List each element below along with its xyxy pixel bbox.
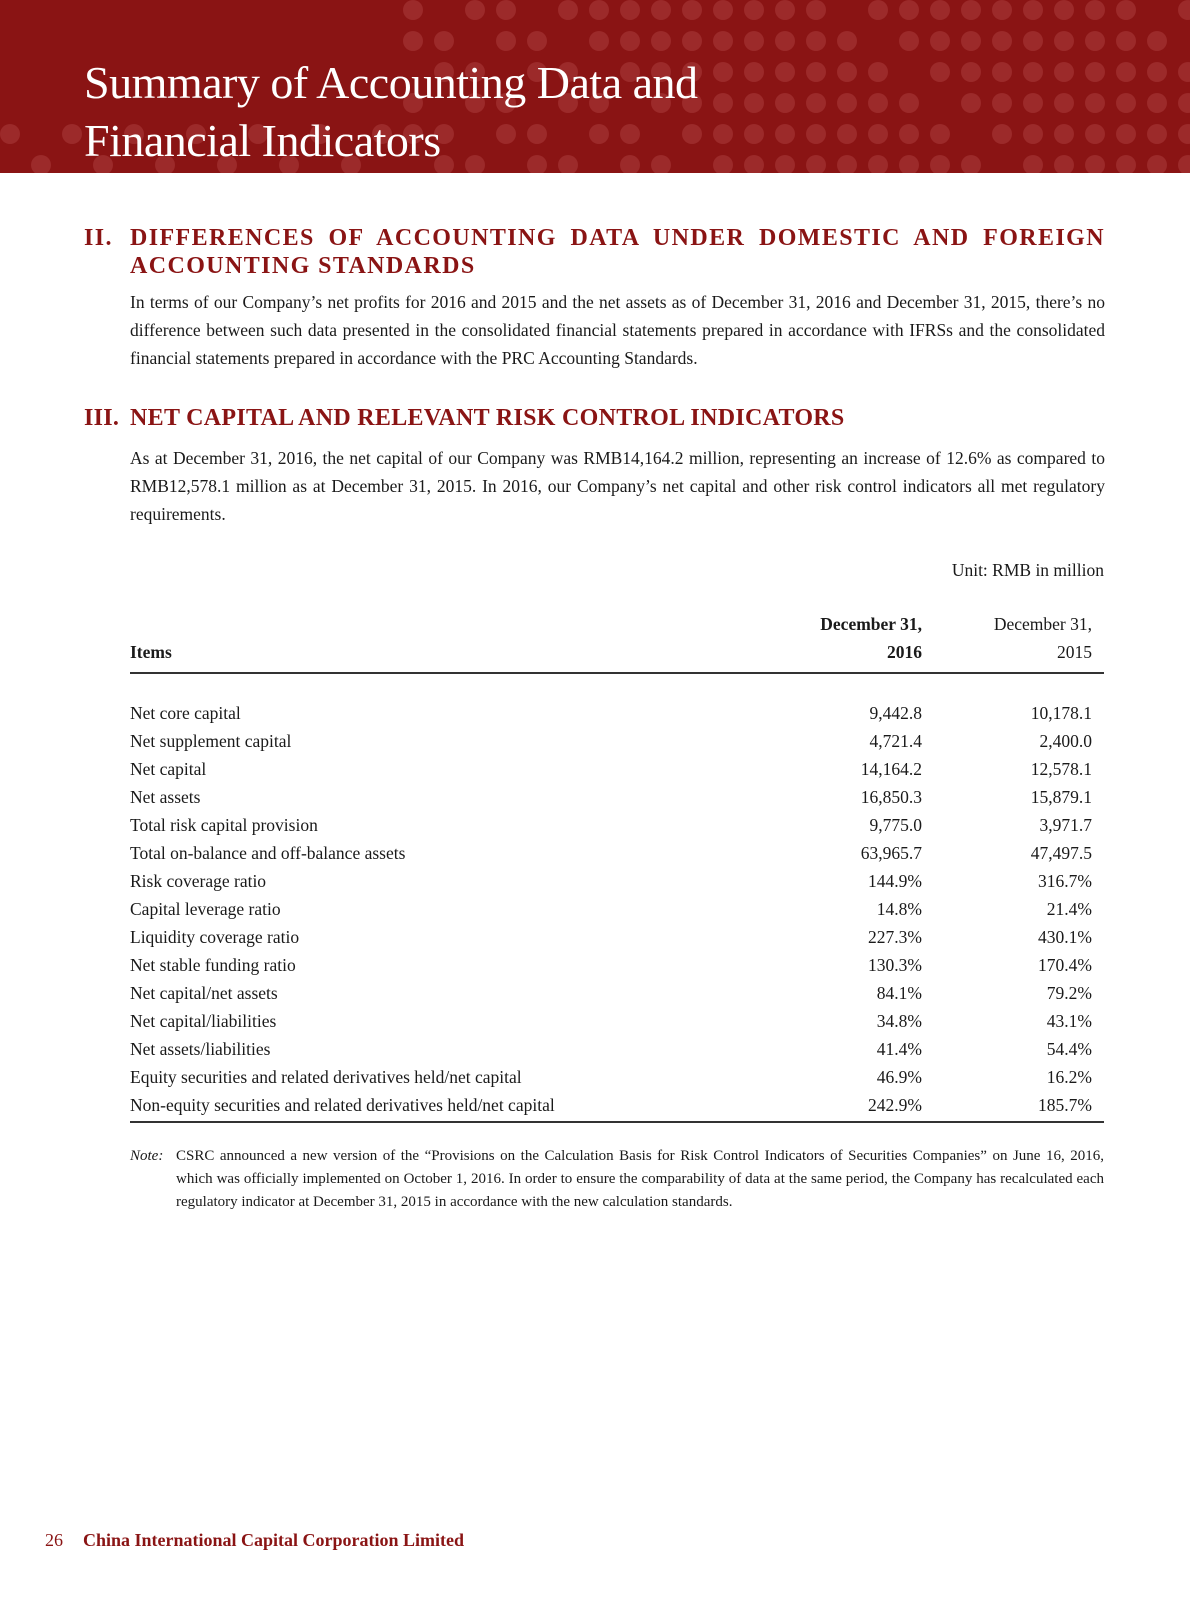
decorative-dot	[744, 0, 764, 20]
row-label: Net assets	[130, 787, 201, 807]
note-label: Note:	[130, 1148, 164, 1164]
decorative-dot	[1178, 62, 1190, 82]
row-label: Total on-balance and off-balance assets	[130, 843, 406, 863]
decorative-dot	[651, 31, 671, 51]
table-row	[130, 867, 1104, 895]
decorative-dot	[961, 93, 981, 113]
decorative-dot	[961, 31, 981, 51]
decorative-dot	[806, 0, 826, 20]
decorative-dot	[1116, 155, 1136, 173]
decorative-dot	[806, 93, 826, 113]
table-row	[130, 727, 1104, 755]
decorative-dot	[1023, 62, 1043, 82]
table-row	[130, 1063, 1104, 1091]
table-row	[130, 895, 1104, 923]
section-body: In terms of our Company’s net profits for 2016 and 2015 and the net assets as of December 31, 2016 and December 31, 2015, there’s no difference between such data presented in the consolidated financial statements prepared in accordance with IFRSs and the consolidated financial statements prepared in accordance with the PRC Accounting Standards.	[130, 292, 1105, 368]
row-label: Net capital/net assets	[130, 983, 278, 1003]
row-label: Liquidity coverage ratio	[130, 927, 300, 947]
section-accounting-differences	[84, 224, 1105, 372]
table-row	[130, 1091, 1104, 1122]
value-2016: 130.3%	[868, 955, 922, 975]
decorative-dot	[682, 31, 702, 51]
decorative-dot	[961, 0, 981, 20]
header-2016-line1: December 31,	[820, 614, 922, 634]
decorative-dot	[1178, 0, 1190, 20]
decorative-dot	[496, 0, 516, 20]
value-2015: 3,971.7	[1039, 815, 1092, 835]
decorative-dot	[403, 31, 423, 51]
value-2015: 2,400.0	[1039, 731, 1092, 751]
table-header-row	[130, 610, 1104, 673]
decorative-dot	[961, 155, 981, 173]
section-title: DIFFERENCES OF ACCOUNTING DATA UNDER DOMESTIC AND FOREIGN ACCOUNTING STANDARDS	[130, 225, 1105, 279]
value-2015: 316.7%	[1038, 871, 1092, 891]
decorative-dot	[1147, 124, 1167, 144]
decorative-dot	[620, 0, 640, 20]
decorative-dot	[620, 31, 640, 51]
table-row	[130, 1007, 1104, 1035]
decorative-dot	[868, 155, 888, 173]
decorative-dot	[1147, 31, 1167, 51]
row-label: Net assets/liabilities	[130, 1039, 271, 1059]
decorative-dot	[1023, 93, 1043, 113]
decorative-dot	[496, 31, 516, 51]
decorative-dot	[992, 0, 1012, 20]
decorative-dot	[527, 31, 547, 51]
footer-company: China International Capital Corporation Limited	[83, 1530, 465, 1550]
decorative-dot	[31, 155, 51, 173]
section-heading	[84, 404, 1105, 432]
table-row	[130, 755, 1104, 783]
row-label: Non-equity securities and related derivatives held/net capital	[130, 1091, 752, 1122]
decorative-dot	[930, 155, 950, 173]
decorative-dot	[899, 93, 919, 113]
value-2015: 54.4%	[1046, 1039, 1092, 1059]
decorative-dot	[992, 124, 1012, 144]
table-row	[130, 951, 1104, 979]
decorative-dot	[1023, 155, 1043, 173]
decorative-dot	[868, 0, 888, 20]
page-footer	[45, 1530, 464, 1551]
decorative-dot	[589, 0, 609, 20]
decorative-dot	[0, 124, 20, 144]
table-row	[130, 699, 1104, 727]
section-number: II.	[84, 225, 113, 251]
table-note	[130, 1145, 1104, 1214]
decorative-dot	[837, 124, 857, 144]
decorative-dot	[868, 93, 888, 113]
row-label: Net stable funding ratio	[130, 955, 296, 975]
header-2016-line2: 2016	[887, 642, 922, 662]
value-2016: 41.4%	[876, 1039, 922, 1059]
header-2015-line2: 2015	[1057, 642, 1092, 662]
decorative-dot	[62, 124, 82, 144]
decorative-dot	[713, 31, 733, 51]
table-row	[130, 923, 1104, 951]
decorative-dot	[930, 0, 950, 20]
value-2015: 185.7%	[932, 1091, 1104, 1122]
decorative-dot	[1023, 31, 1043, 51]
section-heading	[84, 224, 1105, 280]
decorative-dot	[1054, 0, 1074, 20]
section-number: III.	[84, 405, 120, 431]
decorative-dot	[1116, 62, 1136, 82]
decorative-dot	[1085, 124, 1105, 144]
table-row	[130, 811, 1104, 839]
value-2016: 9,775.0	[869, 815, 922, 835]
value-2016: 14.8%	[876, 899, 922, 919]
decorative-dot	[1054, 62, 1074, 82]
decorative-dot	[651, 0, 671, 20]
header-2015-line1: December 31,	[993, 614, 1092, 634]
decorative-dot	[775, 0, 795, 20]
section-body: As at December 31, 2016, the net capital of our Company was RMB14,164.2 million, representing an increase of 12.6% as compared to RMB12,578.1 million as at December 31, 2015. In 2016, our Company’s net capital and other risk control indicators all met regulatory requirements.	[130, 448, 1105, 524]
decorative-dot	[744, 31, 764, 51]
value-2015: 10,178.1	[1030, 703, 1092, 723]
value-2016: 34.8%	[876, 1011, 922, 1031]
decorative-dot	[806, 155, 826, 173]
decorative-dot	[434, 31, 454, 51]
decorative-dot	[1116, 0, 1136, 20]
row-label: Net capital	[130, 759, 207, 779]
decorative-dot	[806, 62, 826, 82]
section-net-capital	[84, 404, 1105, 528]
decorative-dot	[899, 155, 919, 173]
table-row	[130, 839, 1104, 867]
decorative-dot	[930, 124, 950, 144]
row-label: Net capital/liabilities	[130, 1011, 277, 1031]
decorative-dot	[806, 31, 826, 51]
decorative-dot	[1085, 31, 1105, 51]
decorative-dot	[899, 124, 919, 144]
decorative-dot	[837, 31, 857, 51]
decorative-dot	[1116, 124, 1136, 144]
page-title-line2: Financial Indicators	[84, 115, 441, 166]
decorative-dot	[775, 31, 795, 51]
page-title-line1: Summary of Accounting Data and	[84, 57, 698, 108]
value-2016: 16,850.3	[860, 787, 922, 807]
decorative-dot	[1054, 31, 1074, 51]
decorative-dot	[1054, 93, 1074, 113]
table-row	[130, 783, 1104, 811]
decorative-dot	[1054, 124, 1074, 144]
table-row	[130, 1035, 1104, 1063]
table-row	[130, 979, 1104, 1007]
row-label: Net core capital	[130, 703, 241, 723]
decorative-dot	[1085, 62, 1105, 82]
decorative-dot	[837, 62, 857, 82]
header-2015	[932, 610, 1104, 673]
page-title	[84, 54, 804, 170]
note-text: CSRC announced a new version of the “Provisions on the Calculation Basis for Risk Control Indicators of Securities Companies” on June 16, 2016, which was officially implemented on October 1, 2016. In order to ensure the comparability of data at the same period, the Company has recalculated each regulatory indicator at December 31, 2015 in accordance with the new calculation standards.	[176, 1148, 1104, 1210]
decorative-dot	[1147, 93, 1167, 113]
decorative-dot	[837, 93, 857, 113]
decorative-dot	[558, 0, 578, 20]
decorative-dot	[1116, 31, 1136, 51]
header-2016	[752, 610, 932, 673]
decorative-dot	[465, 0, 485, 20]
decorative-dot	[992, 93, 1012, 113]
decorative-dot	[589, 31, 609, 51]
decorative-dot	[899, 31, 919, 51]
decorative-dot	[1147, 155, 1167, 173]
table-spacer	[130, 673, 1104, 699]
decorative-dot	[930, 31, 950, 51]
risk-indicators-table	[130, 610, 1104, 1123]
decorative-dot	[1147, 62, 1167, 82]
value-2016: 84.1%	[876, 983, 922, 1003]
value-2015: 15,879.1	[1030, 787, 1092, 807]
value-2016: 144.9%	[868, 871, 922, 891]
value-2016: 227.3%	[868, 927, 922, 947]
decorative-dot	[868, 124, 888, 144]
decorative-dot	[1023, 124, 1043, 144]
value-2015: 79.2%	[1046, 983, 1092, 1003]
decorative-dot	[403, 0, 423, 20]
value-2015: 170.4%	[1038, 955, 1092, 975]
value-2016: 14,164.2	[860, 759, 922, 779]
decorative-dot	[806, 124, 826, 144]
value-2016: 4,721.4	[869, 731, 922, 751]
decorative-dot	[1178, 93, 1190, 113]
decorative-dot	[899, 0, 919, 20]
value-2015: 21.4%	[1046, 899, 1092, 919]
value-2016: 242.9%	[752, 1091, 932, 1122]
decorative-dot	[1116, 93, 1136, 113]
value-2015: 430.1%	[1038, 927, 1092, 947]
header-banner	[0, 0, 1190, 173]
decorative-dot	[837, 155, 857, 173]
decorative-dot	[992, 31, 1012, 51]
value-2016: 63,965.7	[860, 843, 922, 863]
decorative-dot	[1023, 0, 1043, 20]
row-label: Capital leverage ratio	[130, 899, 281, 919]
decorative-dot	[992, 62, 1012, 82]
decorative-dot	[1178, 155, 1190, 173]
decorative-dot	[1085, 93, 1105, 113]
value-2015: 43.1%	[1046, 1011, 1092, 1031]
decorative-dot	[1178, 124, 1190, 144]
row-label: Net supplement capital	[130, 731, 292, 751]
value-2016: 46.9%	[876, 1067, 922, 1087]
header-items: Items	[130, 610, 752, 673]
value-2015: 12,578.1	[1030, 759, 1092, 779]
decorative-dot	[961, 62, 981, 82]
decorative-dot	[682, 0, 702, 20]
decorative-dot	[713, 0, 733, 20]
value-2015: 47,497.5	[1030, 843, 1092, 863]
decorative-dot	[1085, 0, 1105, 20]
row-label: Total risk capital provision	[130, 815, 318, 835]
decorative-dot	[1054, 155, 1074, 173]
row-label: Equity securities and related derivatives held/net capital	[130, 1067, 522, 1087]
page-number: 26	[45, 1530, 63, 1550]
decorative-dot	[1085, 155, 1105, 173]
section-title: NET CAPITAL AND RELEVANT RISK CONTROL INDICATORS	[130, 405, 845, 431]
row-label: Risk coverage ratio	[130, 871, 267, 891]
value-2015: 16.2%	[1046, 1067, 1092, 1087]
decorative-dot	[868, 62, 888, 82]
value-2016: 9,442.8	[869, 703, 922, 723]
decorative-dot	[930, 62, 950, 82]
table-unit: Unit: RMB in million	[951, 560, 1104, 580]
